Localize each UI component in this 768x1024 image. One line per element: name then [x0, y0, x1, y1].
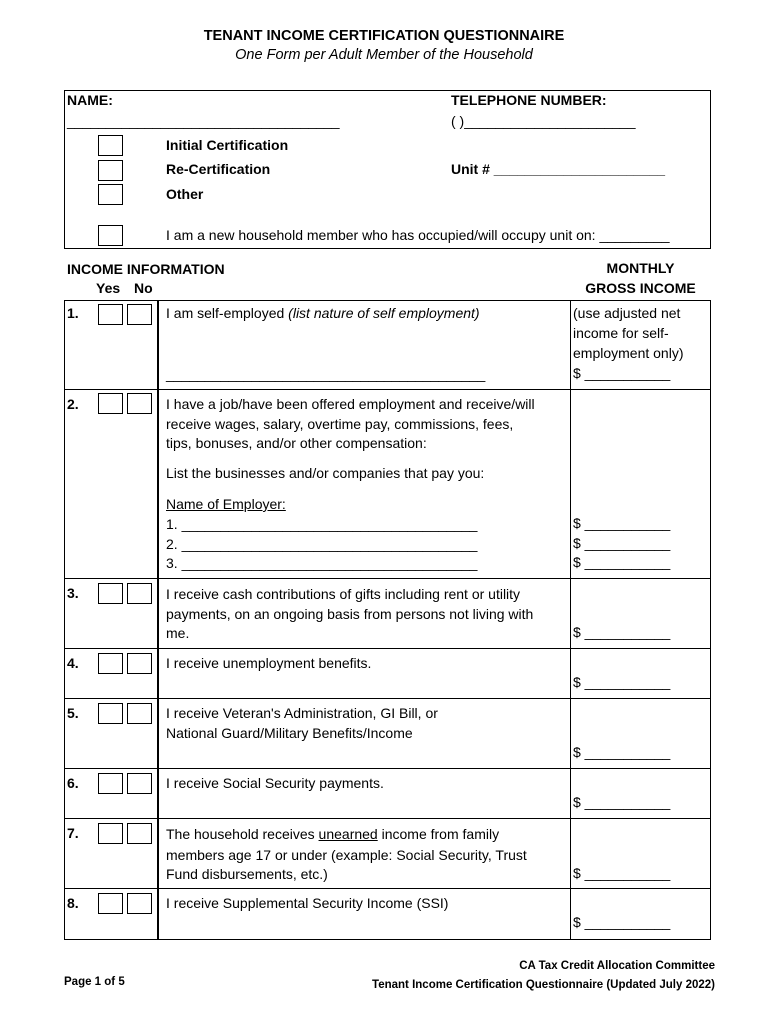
row-divider-7	[64, 888, 711, 889]
row-1-no-checkbox[interactable]	[127, 304, 152, 325]
row-2-line-3: tips, bonuses, and/or other compensation:	[166, 435, 427, 451]
col-divider-right	[570, 300, 571, 940]
new-member-checkbox[interactable]	[98, 225, 123, 246]
row-2-no-checkbox[interactable]	[127, 393, 152, 414]
row-6-amount[interactable]: $ ___________	[573, 794, 671, 810]
row-3-line-1: I receive cash contributions of gifts including rent or utility	[166, 586, 521, 602]
row-7-line-2: members age 17 or under (example: Social Security, Trust	[166, 847, 527, 863]
row-2-employer-1[interactable]: 1. ______________________________________	[166, 516, 478, 532]
row-2-amount-1[interactable]: $ ___________	[573, 515, 671, 531]
row-divider-2	[64, 578, 711, 579]
row-8-line-1: I receive Supplemental Security Income (SSI)	[166, 895, 449, 911]
row-4-yes-checkbox[interactable]	[98, 653, 123, 674]
row-divider-4	[64, 698, 711, 699]
name-label: NAME:	[67, 92, 113, 108]
row-3-line-3: me.	[166, 625, 190, 641]
row-1-yes-checkbox[interactable]	[98, 304, 123, 325]
footer-doc-title: Tenant Income Certification Questionnaire (Updated July 2022)	[372, 979, 715, 991]
unit-field[interactable]: Unit # ______________________	[451, 161, 666, 177]
row-5-no-checkbox[interactable]	[127, 703, 152, 724]
other-label: Other	[166, 186, 204, 202]
telephone-field[interactable]: ( )______________________	[451, 113, 636, 129]
row-5-line-2: National Guard/Military Benefits/Income	[166, 725, 413, 741]
no-heading: No	[134, 280, 153, 296]
row-3-yes-checkbox[interactable]	[98, 583, 123, 604]
row-7-line-3: Fund disbursements, etc.)	[166, 866, 328, 882]
row-7-amount[interactable]: $ ___________	[573, 865, 671, 881]
gross-income-heading: GROSS INCOME	[585, 280, 696, 296]
monthly-heading: MONTHLY	[606, 260, 675, 276]
row-2-list-prompt: List the businesses and/or companies that pay you:	[166, 465, 485, 481]
yes-heading: Yes	[96, 280, 121, 296]
row-2-number: 2.	[67, 396, 79, 412]
page-number: Page 1 of 5	[64, 976, 125, 988]
row-6-no-checkbox[interactable]	[127, 773, 152, 794]
row-2-yes-checkbox[interactable]	[98, 393, 123, 414]
initial-certification-checkbox[interactable]	[98, 135, 123, 156]
initial-certification-label: Initial Certification	[166, 137, 289, 153]
new-member-text: I am a new household member who has occupied/will occupy unit on: _________	[166, 227, 670, 243]
telephone-label: TELEPHONE NUMBER:	[451, 92, 607, 108]
row-4-no-checkbox[interactable]	[127, 653, 152, 674]
row-2-employer-3[interactable]: 3. ______________________________________	[166, 555, 478, 571]
re-certification-label: Re-Certification	[166, 161, 271, 177]
page-subtitle: One Form per Adult Member of the Household	[235, 47, 533, 63]
row-4-amount[interactable]: $ ___________	[573, 674, 671, 690]
row-5-line-1: I receive Veteran's Administration, GI Bill, or	[166, 705, 438, 721]
row-1-amount[interactable]: $ ___________	[573, 365, 671, 381]
other-checkbox[interactable]	[98, 184, 123, 205]
row-1-text: I am self-employed (list nature of self employment)	[166, 305, 480, 321]
row-4-line-1: I receive unemployment benefits.	[166, 655, 372, 671]
row-1-blank[interactable]: _________________________________________	[166, 366, 486, 382]
row-1-note-1: (use adjusted net	[573, 305, 681, 321]
row-3-no-checkbox[interactable]	[127, 583, 152, 604]
row-3-amount[interactable]: $ ___________	[573, 624, 671, 640]
row-7-line-1: The household receives unearned income from family	[166, 826, 500, 842]
name-field[interactable]: ___________________________________	[67, 113, 340, 129]
row-7-no-checkbox[interactable]	[127, 823, 152, 844]
row-8-no-checkbox[interactable]	[127, 893, 152, 914]
row-3-line-2: payments, on an ongoing basis from persons not living with	[166, 606, 534, 622]
row-8-yes-checkbox[interactable]	[98, 893, 123, 914]
row-8-amount[interactable]: $ ___________	[573, 914, 671, 930]
row-divider-5	[64, 768, 711, 769]
re-certification-checkbox[interactable]	[98, 160, 123, 181]
row-7-number: 7.	[67, 825, 79, 841]
row-5-amount[interactable]: $ ___________	[573, 744, 671, 760]
row-2-employer-label: Name of Employer:	[166, 496, 286, 512]
row-3-number: 3.	[67, 585, 79, 601]
row-6-yes-checkbox[interactable]	[98, 773, 123, 794]
col-divider-left	[157, 300, 159, 940]
row-5-number: 5.	[67, 705, 79, 721]
row-7-yes-checkbox[interactable]	[98, 823, 123, 844]
row-2-amount-3[interactable]: $ ___________	[573, 554, 671, 570]
row-2-amount-2[interactable]: $ ___________	[573, 535, 671, 551]
row-6-number: 6.	[67, 775, 79, 791]
row-2-line-1: I have a job/have been offered employment and receive/will	[166, 396, 535, 412]
row-2-line-2: receive wages, salary, overtime pay, commissions, fees,	[166, 416, 514, 432]
row-6-line-1: I receive Social Security payments.	[166, 775, 384, 791]
row-divider-3	[64, 648, 711, 649]
page-title: TENANT INCOME CERTIFICATION QUESTIONNAIRE	[203, 28, 565, 44]
row-5-yes-checkbox[interactable]	[98, 703, 123, 724]
row-divider-1	[64, 389, 711, 390]
row-1-note-2: income for self-	[573, 325, 669, 341]
row-1-number: 1.	[67, 305, 79, 321]
row-8-number: 8.	[67, 895, 79, 911]
row-divider-6	[64, 818, 711, 819]
footer-org: CA Tax Credit Allocation Committee	[519, 960, 715, 972]
income-info-heading: INCOME INFORMATION	[67, 261, 225, 277]
row-2-employer-2[interactable]: 2. ______________________________________	[166, 536, 478, 552]
row-4-number: 4.	[67, 655, 79, 671]
row-1-note-3: employment only)	[573, 345, 684, 361]
